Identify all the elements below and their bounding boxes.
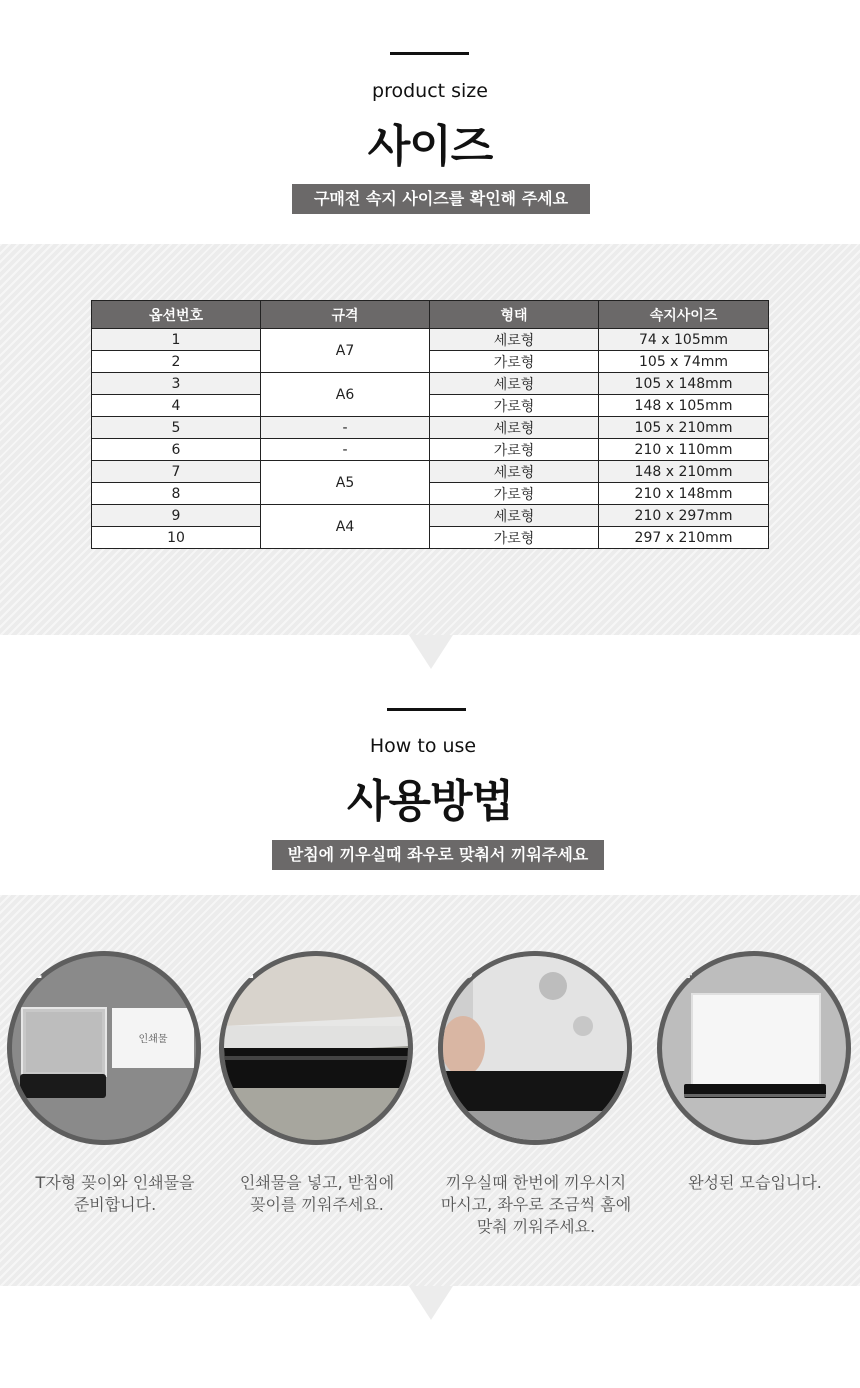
step-1-caption: T자형 꽂이와 인쇄물을 준비합니다. bbox=[35, 1173, 195, 1214]
option-no-cell: 2 bbox=[92, 351, 261, 373]
table-row bbox=[92, 505, 769, 527]
table-row bbox=[92, 373, 769, 395]
spec-cell: A6 bbox=[261, 373, 430, 417]
option-no-cell: 10 bbox=[92, 527, 261, 549]
option-no-cell: 6 bbox=[92, 439, 261, 461]
size-cell: 148 x 210mm bbox=[599, 461, 769, 483]
form-cell: 세로형 bbox=[430, 329, 599, 351]
table-row bbox=[92, 461, 769, 483]
step-1-illustration bbox=[12, 956, 196, 1140]
option-no-cell: 3 bbox=[92, 373, 261, 395]
step-2-number: 02 bbox=[227, 959, 255, 983]
step-1-number: 01 bbox=[15, 959, 43, 983]
size-cell: 105 x 74mm bbox=[599, 351, 769, 373]
size-cell: 210 x 148mm bbox=[599, 483, 769, 505]
size-cell: 210 x 110mm bbox=[599, 439, 769, 461]
step-3-photo bbox=[438, 951, 632, 1145]
option-no-cell: 8 bbox=[92, 483, 261, 505]
size-title-ko: 사이즈 bbox=[367, 121, 493, 172]
size-cell: 74 x 105mm bbox=[599, 329, 769, 351]
option-no-cell: 1 bbox=[92, 329, 261, 351]
table-row bbox=[92, 351, 769, 373]
size-title-rule bbox=[390, 52, 469, 55]
size-title-en: product size bbox=[372, 80, 488, 102]
table-row bbox=[92, 417, 769, 439]
form-cell: 가로형 bbox=[430, 351, 599, 373]
spec-cell: A4 bbox=[261, 505, 430, 549]
form-cell: 세로형 bbox=[430, 373, 599, 395]
option-no-cell: 7 bbox=[92, 461, 261, 483]
table-row bbox=[92, 483, 769, 505]
size-banner: 구매전 속지 사이즈를 확인해 주세요 bbox=[292, 184, 590, 214]
spec-cell: A7 bbox=[261, 329, 430, 373]
step-3-caption: 끼우실때 한번에 끼우시지 마시고, 좌우로 조금씩 홈에 맞춰 끼워주세요. bbox=[440, 1173, 632, 1236]
size-cell: 105 x 210mm bbox=[599, 417, 769, 439]
table-row bbox=[92, 395, 769, 417]
header-form: 형태 bbox=[430, 301, 599, 329]
option-no-cell: 9 bbox=[92, 505, 261, 527]
form-cell: 세로형 bbox=[430, 417, 599, 439]
spec-cell: - bbox=[261, 439, 430, 461]
header-spec: 규격 bbox=[261, 301, 430, 329]
spec-cell: - bbox=[261, 417, 430, 439]
option-no-cell: 5 bbox=[92, 417, 261, 439]
header-option-no: 옵션번호 bbox=[92, 301, 261, 329]
step-1-photo-label: 인쇄물 bbox=[138, 1034, 168, 1045]
step-2-photo bbox=[219, 951, 413, 1145]
step-2-illustration bbox=[224, 956, 408, 1140]
step-4-caption: 완성된 모습입니다. bbox=[688, 1173, 822, 1192]
usage-title-ko: 사용방법 bbox=[346, 776, 513, 827]
size-cell: 148 x 105mm bbox=[599, 395, 769, 417]
header-insert-size: 속지사이즈 bbox=[599, 301, 769, 329]
step-4-photo bbox=[657, 951, 851, 1145]
form-cell: 가로형 bbox=[430, 483, 599, 505]
step-3-illustration bbox=[443, 956, 627, 1140]
spec-cell: A5 bbox=[261, 461, 430, 505]
form-cell: 가로형 bbox=[430, 439, 599, 461]
size-cell: 105 x 148mm bbox=[599, 373, 769, 395]
step-4-number: 04 bbox=[665, 959, 693, 983]
size-band-notch bbox=[409, 635, 453, 669]
table-row bbox=[92, 527, 769, 549]
usage-title-en: How to use bbox=[369, 735, 477, 757]
table-row bbox=[92, 329, 769, 351]
size-table-header-row bbox=[92, 301, 769, 329]
size-cell: 210 x 297mm bbox=[599, 505, 769, 527]
step-2-caption: 인쇄물을 넣고, 받침에 꽂이를 끼워주세요. bbox=[239, 1173, 395, 1214]
steps-band-notch bbox=[409, 1286, 453, 1320]
form-cell: 가로형 bbox=[430, 527, 599, 549]
form-cell: 세로형 bbox=[430, 505, 599, 527]
size-table bbox=[91, 300, 769, 549]
step-1-photo bbox=[7, 951, 201, 1145]
usage-banner: 받침에 끼우실때 좌우로 맞춰서 끼워주세요 bbox=[272, 840, 604, 870]
usage-title-rule bbox=[387, 708, 466, 711]
size-cell: 297 x 210mm bbox=[599, 527, 769, 549]
step-3-number: 03 bbox=[446, 959, 474, 983]
form-cell: 가로형 bbox=[430, 395, 599, 417]
step-4-illustration bbox=[662, 956, 846, 1140]
form-cell: 세로형 bbox=[430, 461, 599, 483]
table-row bbox=[92, 439, 769, 461]
option-no-cell: 4 bbox=[92, 395, 261, 417]
